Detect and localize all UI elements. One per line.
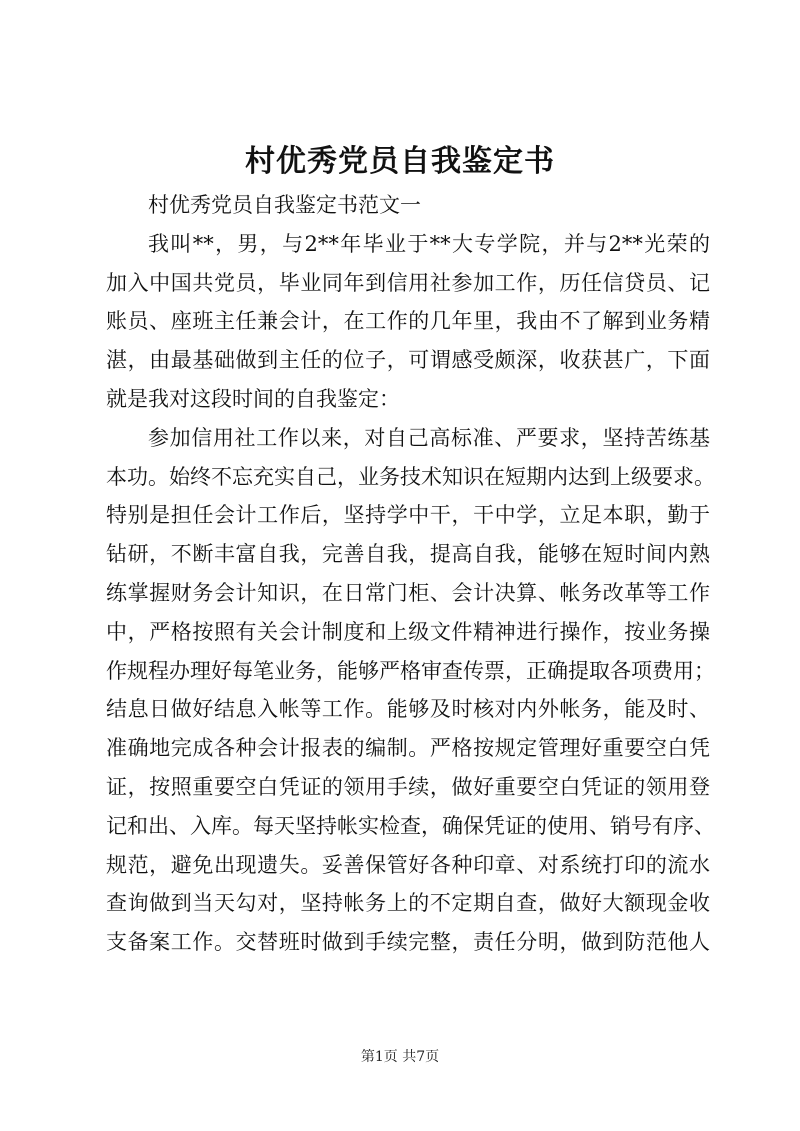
text-line: 加入中国共党员，毕业同年到信用社参加工作，历任信贷员、记	[106, 270, 710, 295]
text-line: 本功。始终不忘充实自己，业务技术知识在短期内达到上级要求。	[106, 464, 715, 489]
text-line: 我叫**，男，与2**年毕业于**大专学院，并与2**光荣的	[148, 231, 710, 256]
text-line: 记和出、入库。每天坚持帐实检查，确保凭证的使用、销号有序、	[106, 813, 715, 838]
text-line: 中，严格按照有关会计制度和上级文件精神进行操作，按业务操	[106, 619, 710, 644]
document-title: 村优秀党员自我鉴定书	[245, 144, 555, 179]
text-line: 准确地完成各种会计报表的编制。严格按规定管理好重要空白凭	[106, 736, 710, 761]
text-line: 特别是担任会计工作后，坚持学中干，干中学，立足本职，勤于	[106, 503, 710, 528]
text-line: 参加信用社工作以来，对自己高标准、严要求，坚持苦练基	[148, 425, 710, 450]
document-body	[106, 186, 715, 962]
text-line: 账员、座班主任兼会计，在工作的几年里，我由不了解到业务精	[106, 309, 710, 334]
page-number: 第1页 共7页	[360, 1049, 440, 1065]
text-line: 结息日做好结息入帐等工作。能够及时核对内外帐务，能及时、	[106, 697, 710, 722]
text-line: 钻研，不断丰富自我，完善自我，提高自我，能够在短时间内熟	[106, 542, 710, 567]
text-line: 湛，由最基础做到主任的位子，可谓感受颇深，收获甚广，下面	[106, 348, 710, 373]
text-line: 作规程办理好每笔业务，能够严格审查传票，正确提取各项费用；	[106, 658, 715, 683]
text-line: 练掌握财务会计知识，在日常门柜、会计决算、帐务改革等工作	[106, 580, 710, 605]
subtitle-line: 村优秀党员自我鉴定书范文一	[148, 193, 421, 217]
text-line: 证，按照重要空白凭证的领用手续，做好重要空白凭证的领用登	[106, 774, 710, 799]
text-line: 查询做到当天勾对，坚持帐务上的不定期自查，做好大额现金收	[106, 891, 710, 916]
text-line: 规范，避免出现遗失。妥善保管好各种印章、对系统打印的流水	[106, 852, 710, 877]
text-line: 支备案工作。交替班时做到手续完整，责任分明，做到防范他人	[106, 930, 710, 955]
text-line: 就是我对这段时间的自我鉴定：	[106, 386, 400, 411]
